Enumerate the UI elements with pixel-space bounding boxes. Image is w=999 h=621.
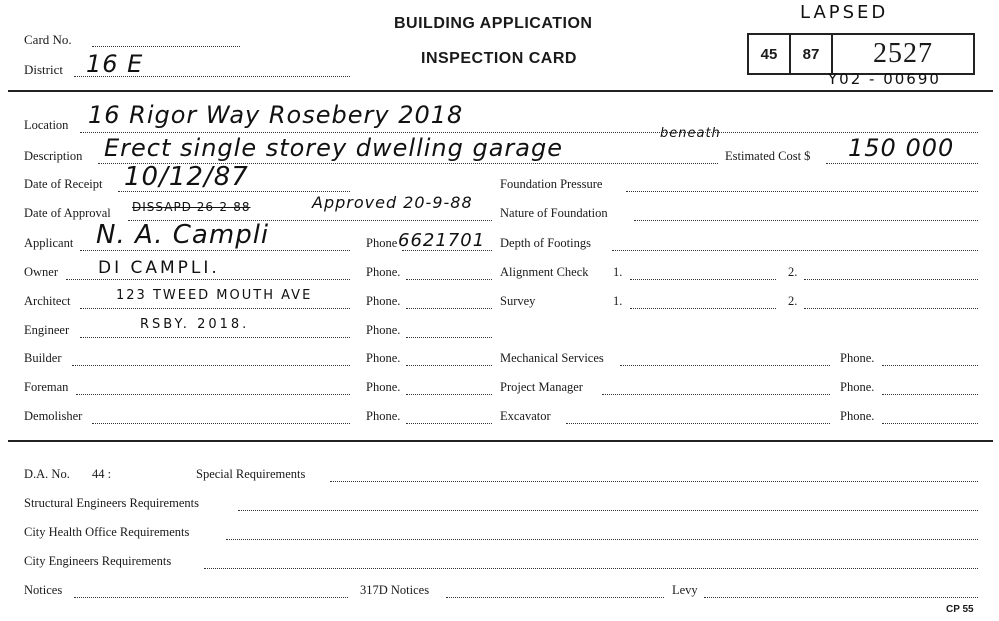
demolisher-label: Demolisher xyxy=(24,409,83,423)
description-label: Description xyxy=(24,149,83,163)
engineer-phone-field[interactable] xyxy=(406,337,492,338)
notices-label: Notices xyxy=(24,583,63,597)
architect-value: 123 TWEED MOUTH AVE xyxy=(116,288,313,303)
foundation-pressure-label: Foundation Pressure xyxy=(500,177,603,191)
middle-divider xyxy=(8,440,993,442)
estimated-cost-field[interactable] xyxy=(826,163,978,164)
box-cell-2: 87 xyxy=(802,45,820,63)
applicant-value: N. A. Campli xyxy=(96,220,270,250)
district-label: District xyxy=(24,62,63,77)
alignment-check-label: Alignment Check xyxy=(500,265,589,279)
estimated-cost-label: Estimated Cost $ xyxy=(725,149,811,163)
special-req-field[interactable] xyxy=(330,481,978,482)
owner-value: DI CAMPLI. xyxy=(98,258,220,278)
form-title-line2: INSPECTION CARD xyxy=(421,50,577,67)
structural-req-label: Structural Engineers Requirements xyxy=(24,496,199,510)
engineer-phone-label: Phone. xyxy=(366,323,401,337)
applicant-field[interactable] xyxy=(80,250,350,251)
nature-foundation-label: Nature of Foundation xyxy=(500,206,608,220)
top-divider xyxy=(8,90,993,92)
alignment-check-num2: 2. xyxy=(788,265,798,279)
architect-phone-label: Phone. xyxy=(366,294,401,308)
city-health-req-field[interactable] xyxy=(226,539,978,540)
levy-field[interactable] xyxy=(704,597,978,598)
da-no-value: 44 : xyxy=(92,467,112,481)
da-no-label: D.A. No. xyxy=(24,467,70,481)
foreman-label: Foreman xyxy=(24,380,69,394)
notices-317d-field[interactable] xyxy=(446,597,664,598)
location-value: 16 Rigor Way Rosebery 2018 xyxy=(88,101,464,129)
applicant-label: Applicant xyxy=(24,236,74,250)
structural-req-field[interactable] xyxy=(238,510,978,511)
project-manager-label: Project Manager xyxy=(500,380,583,394)
date-approval-value: Approved 20-9-88 xyxy=(312,193,473,212)
notices-317d-label: 317D Notices xyxy=(360,583,430,597)
survey-num2: 2. xyxy=(788,294,798,308)
demolisher-phone-field[interactable] xyxy=(406,423,492,424)
district-value: 16 E xyxy=(86,50,144,78)
project-manager-phone-label: Phone. xyxy=(840,380,875,394)
project-manager-field[interactable] xyxy=(602,394,830,395)
description-extra: beneath xyxy=(660,126,721,141)
location-field[interactable] xyxy=(80,132,978,133)
architect-label: Architect xyxy=(24,294,71,308)
card-no-label: Card No. xyxy=(24,32,72,47)
date-receipt-value: 10/12/87 xyxy=(124,162,249,192)
survey-num1: 1. xyxy=(613,294,623,308)
alignment-check-field-1[interactable] xyxy=(630,279,776,280)
city-engineers-req-label: City Engineers Requirements xyxy=(24,554,172,568)
levy-label: Levy xyxy=(672,583,698,597)
foundation-pressure-field[interactable] xyxy=(626,191,978,192)
applicant-phone-label: Phone xyxy=(366,236,398,250)
excavator-phone-label: Phone. xyxy=(840,409,875,423)
lapsed-stamp: LAPSED xyxy=(800,2,889,23)
mechanical-phone-field[interactable] xyxy=(882,365,978,366)
engineer-value: RSBY. 2018. xyxy=(140,317,250,332)
survey-field-1[interactable] xyxy=(630,308,776,309)
alignment-check-field-2[interactable] xyxy=(804,279,978,280)
applicant-phone-value: 6621701 xyxy=(398,230,486,251)
architect-phone-field[interactable] xyxy=(406,308,492,309)
city-engineers-req-field[interactable] xyxy=(204,568,978,569)
city-health-req-label: City Health Office Requirements xyxy=(24,525,190,539)
form-title-line1: BUILDING APPLICATION xyxy=(394,15,593,32)
excavator-phone-field[interactable] xyxy=(882,423,978,424)
demolisher-phone-label: Phone. xyxy=(366,409,401,423)
date-approval-struck: DISSAPD 26-2-88 xyxy=(132,200,251,214)
owner-phone-field[interactable] xyxy=(406,279,492,280)
card-no-field[interactable] xyxy=(92,46,240,47)
card-number: 2527 xyxy=(873,38,933,69)
survey-label: Survey xyxy=(500,294,536,308)
notices-field[interactable] xyxy=(74,597,348,598)
owner-phone-label: Phone. xyxy=(366,265,401,279)
location-label: Location xyxy=(24,118,69,132)
survey-field-2[interactable] xyxy=(804,308,978,309)
project-manager-phone-field[interactable] xyxy=(882,394,978,395)
engineer-field[interactable] xyxy=(80,337,350,338)
foreman-field[interactable] xyxy=(76,394,350,395)
builder-field[interactable] xyxy=(72,365,350,366)
builder-phone-label: Phone. xyxy=(366,351,401,365)
date-approval-label: Date of Approval xyxy=(24,206,111,220)
foreman-phone-field[interactable] xyxy=(406,394,492,395)
estimated-cost-value: 150 000 xyxy=(848,134,955,162)
excavator-field[interactable] xyxy=(566,423,830,424)
special-req-label: Special Requirements xyxy=(196,467,306,481)
date-receipt-label: Date of Receipt xyxy=(24,177,103,191)
owner-label: Owner xyxy=(24,265,59,279)
nature-foundation-field[interactable] xyxy=(634,220,978,221)
description-value: Erect single storey dwelling garage xyxy=(104,134,563,162)
alignment-check-num1: 1. xyxy=(613,265,623,279)
mechanical-field[interactable] xyxy=(620,365,830,366)
form-code: CP 55 xyxy=(946,604,974,615)
depth-footings-label: Depth of Footings xyxy=(500,236,591,250)
depth-footings-field[interactable] xyxy=(612,250,978,251)
card-number-box xyxy=(747,33,975,75)
builder-phone-field[interactable] xyxy=(406,365,492,366)
reference-number: Y02 - 00690 xyxy=(828,70,941,88)
excavator-label: Excavator xyxy=(500,409,551,423)
engineer-label: Engineer xyxy=(24,323,70,337)
builder-label: Builder xyxy=(24,351,62,365)
box-cell-1: 45 xyxy=(760,45,778,63)
mechanical-label: Mechanical Services xyxy=(500,351,604,365)
architect-field[interactable] xyxy=(80,308,350,309)
demolisher-field[interactable] xyxy=(92,423,350,424)
mechanical-phone-label: Phone. xyxy=(840,351,875,365)
foreman-phone-label: Phone. xyxy=(366,380,401,394)
owner-field[interactable] xyxy=(66,279,350,280)
